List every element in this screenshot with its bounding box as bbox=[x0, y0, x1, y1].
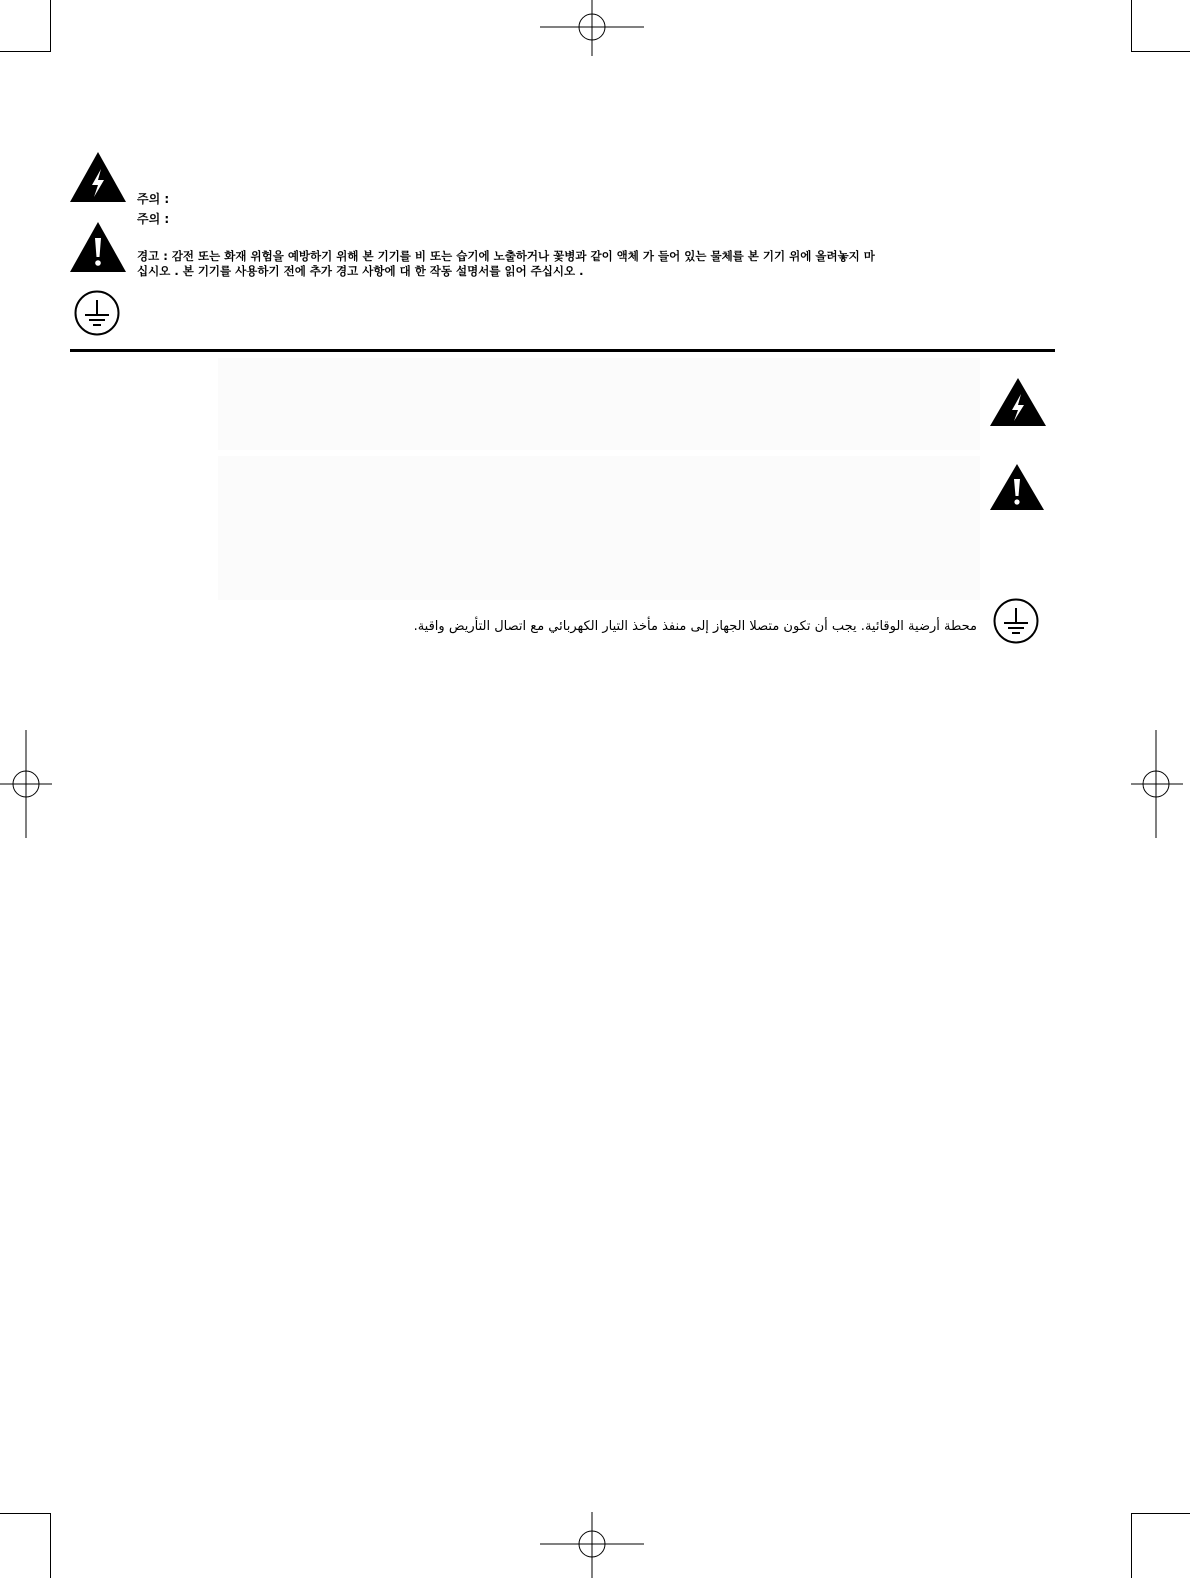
protective-earth-icon bbox=[992, 597, 1040, 645]
crop-mark-bottom-right-v bbox=[1131, 1513, 1132, 1578]
section-divider bbox=[70, 349, 1055, 352]
crop-mark-bottom-left-v bbox=[50, 1513, 51, 1578]
warning-line-1: 경고 : 감전 또는 화재 위험을 예방하기 위해 본 기기를 비 또는 습기에 노출하거나 꽃병과 같이 액체 가 들어 있는 물체를 본 기기 위에 올려놓지 마 bbox=[137, 249, 875, 263]
exclamation-warning-icon bbox=[990, 464, 1044, 510]
registration-mark-top bbox=[540, 0, 644, 56]
crop-mark-top-left-h bbox=[0, 51, 51, 52]
lightning-warning-icon bbox=[70, 152, 126, 202]
protective-earth-icon bbox=[73, 289, 121, 337]
registration-mark-right bbox=[1131, 730, 1183, 838]
lightning-warning-icon bbox=[990, 378, 1046, 426]
blank-text-area-1 bbox=[218, 358, 980, 450]
blank-text-area-2 bbox=[218, 456, 980, 600]
crop-mark-top-left-v bbox=[50, 0, 51, 52]
crop-mark-bottom-left-h bbox=[0, 1513, 51, 1514]
crop-mark-top-right-v bbox=[1131, 0, 1132, 52]
arabic-ground-notice: محطة أرضية الوقائية. يجب أن تكون متصلا الجهاز إلى منفذ مأخذ التيار الكهربائي مع اتصال التأريض واقية. bbox=[413, 619, 977, 634]
warning-text bbox=[137, 249, 1057, 279]
crop-mark-top-right-h bbox=[1131, 51, 1190, 52]
registration-mark-left bbox=[0, 730, 52, 838]
warning-line-2: 십시오 . 본 기기를 사용하기 전에 추가 경고 사항에 대 한 작동 설명서를 읽어 주십시오 . bbox=[137, 264, 584, 278]
crop-mark-bottom-right-h bbox=[1131, 1513, 1190, 1514]
registration-mark-bottom bbox=[540, 1512, 644, 1578]
caution-label-1: 주의 : bbox=[137, 192, 170, 206]
caution-label-2: 주의 : bbox=[137, 212, 170, 226]
exclamation-warning-icon bbox=[70, 222, 126, 272]
